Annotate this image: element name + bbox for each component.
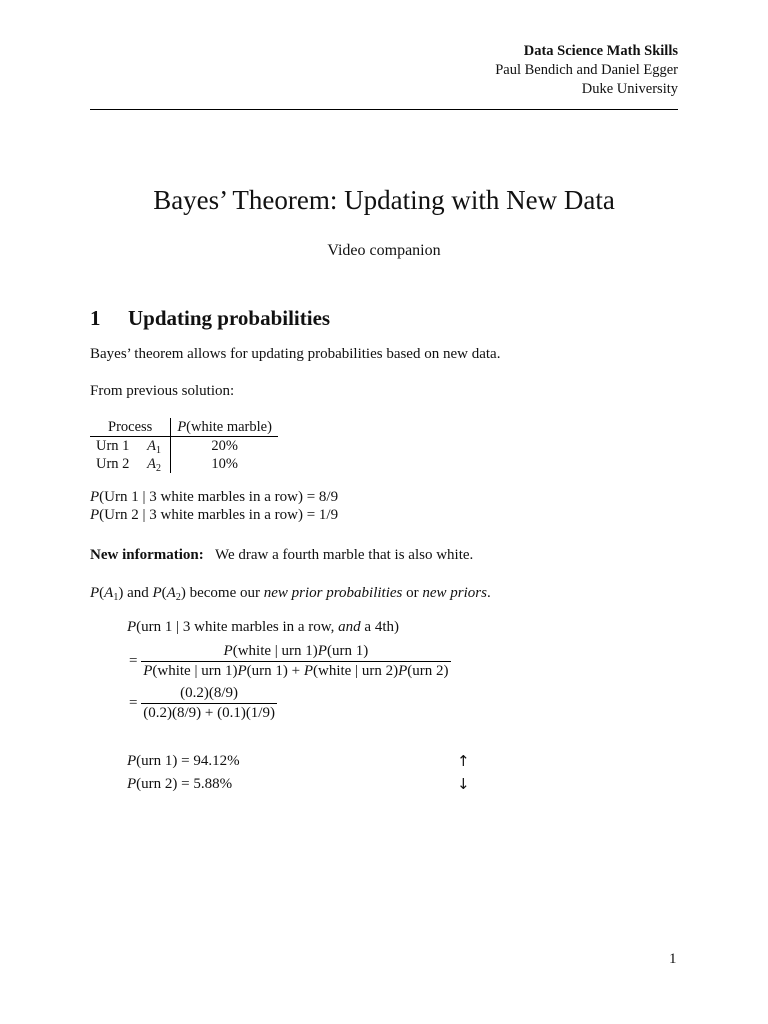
new-priors-sentence: $P(A_1)$ and $P(A_2)$ become our new prior probabilities or new priors. [90, 585, 491, 603]
section-heading [90, 306, 330, 331]
table-cell-urn: Urn 1 [96, 438, 130, 454]
equation-step-1: = $\frac{\text{P(white | urn 1)P(urn 1)}}{\text{P(white | urn 1)P(urn 1) + P(white | urn 2)P(urn 2)}}$ [129, 643, 449, 679]
prior-results [90, 488, 338, 524]
fraction-denominator: P(white | urn 1)P(urn 1) + P(white | urn 2)P(urn 2) [143, 663, 449, 679]
new-information-text: We draw a fourth marble that is also white. [214, 547, 474, 563]
header-rule [90, 109, 678, 110]
prior-result-urn2: P(Urn 2 | 3 white marbles in a row) = 1/9 [90, 507, 339, 523]
table-row [90, 455, 278, 473]
fraction-denominator: (0.2)(8/9) + (0.1)(1/9) [143, 705, 275, 721]
page-number: 1 [669, 951, 677, 967]
probability-table [90, 418, 278, 473]
previous-solution-label: From previous solution: [90, 383, 235, 399]
equation-step-2: = $\frac{(0.2)(8/9)}{(0.2)(8/9) + (0.1)(1/9)}$ [129, 685, 275, 721]
fraction-numeric [141, 684, 277, 723]
table-header-row [90, 418, 278, 437]
course-name: Data Science Math Skills [523, 43, 678, 59]
intro-paragraph: Bayes’ theorem allows for updating probabilities based on new data. [90, 346, 501, 362]
institution: Duke University [581, 81, 678, 97]
new-information [90, 547, 473, 564]
result-urn1: P(urn 1) = 94.12% [127, 753, 240, 769]
table-row [90, 437, 278, 455]
table-header-probability: P(white marble) [171, 418, 278, 437]
section-number: 1 [90, 306, 101, 330]
table-header-process: Process [90, 418, 171, 437]
up-arrow-icon: ↑ [457, 752, 470, 770]
table-cell-event: $A_2$ [141, 455, 171, 473]
fraction-numerator: (0.2)(8/9) [141, 684, 277, 704]
down-arrow-icon: ↓ [457, 775, 470, 793]
table-cell-value: 10% [211, 456, 238, 472]
new-information-label: New information: [90, 547, 204, 563]
prior-result-urn1: P(Urn 1 | 3 white marbles in a row) = 8/9 [90, 489, 339, 505]
result-urn2: P(urn 2) = 5.88% [127, 776, 233, 792]
table-cell-urn: Urn 2 [96, 456, 130, 472]
authors: Paul Bendich and Daniel Egger [495, 62, 678, 78]
table-cell-value: 20% [211, 438, 238, 454]
fraction-numerator: P(white | urn 1)P(urn 1) [141, 642, 450, 662]
document-subtitle: Video companion [327, 242, 441, 259]
running-header [495, 42, 678, 99]
table-cell-event: $A_1$ [141, 437, 171, 455]
equation-lhs: P(urn 1 | 3 white marbles in a row, and a 4th) [127, 619, 399, 635]
fraction-bayes [141, 642, 450, 681]
section-title: Updating probabilities [128, 306, 331, 330]
document-title: Bayes’ Theorem: Updating with New Data [153, 185, 615, 215]
